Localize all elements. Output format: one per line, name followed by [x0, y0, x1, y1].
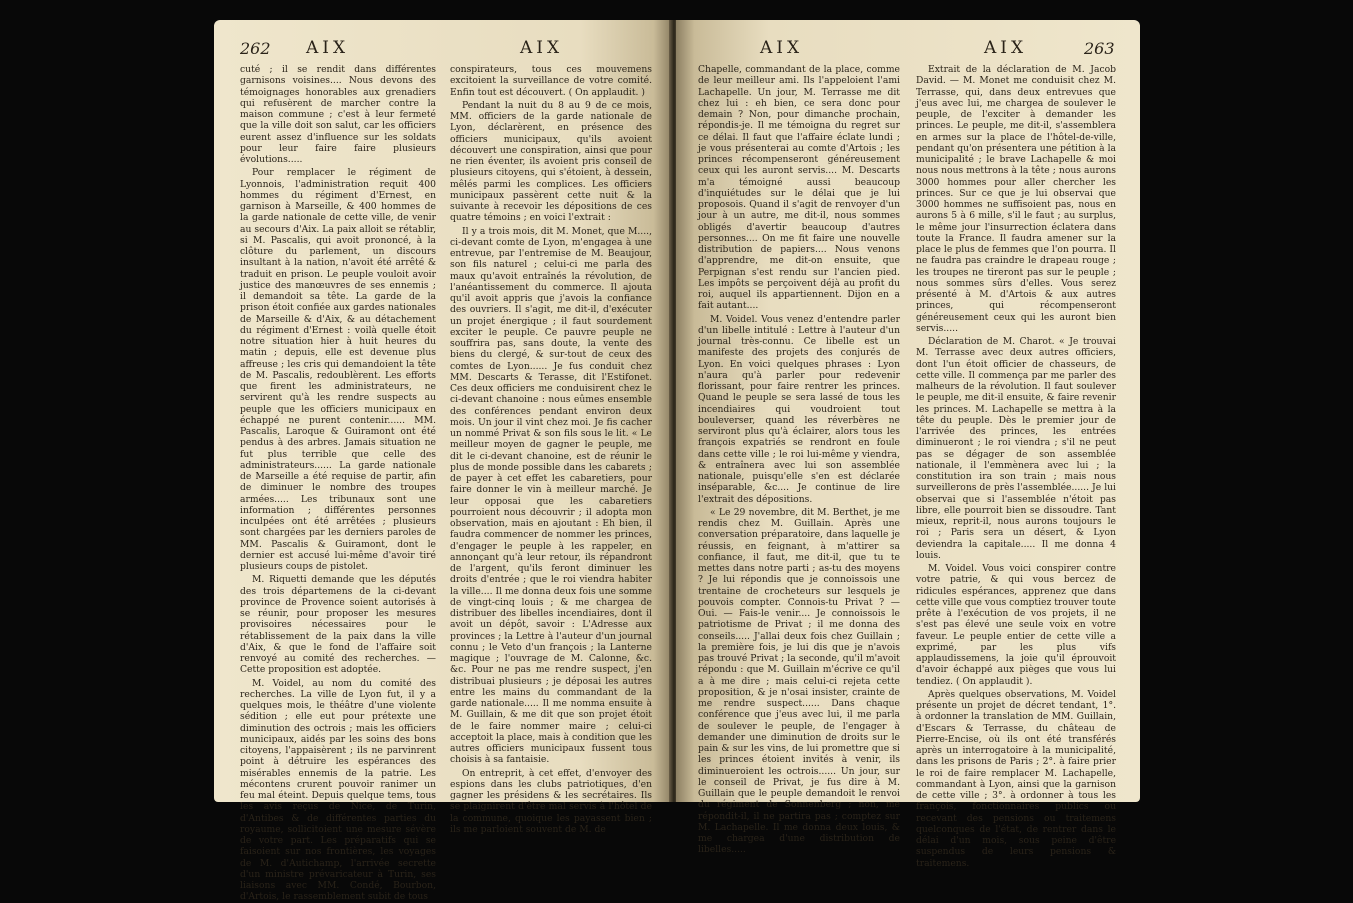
right-head-word-col1: AIX [760, 38, 804, 58]
right-folio: 263 [1084, 39, 1115, 58]
paragraph: M. Voidel. Vous voici conspirer contre votre patrie, & qui vous bercez de ridicules espérances, apprenez que dans cette ville que vous comptiez trouver toute prête à l'exécution de vos projets, il ne s'est pas élevé une seule voix en votre faveur. Le peuple entier de cette ville a exprimé, par les plus vifs applaudissemens, la joie qu'il éprouvoit d'avoir échappé aux pièges que vous lui tendiez. ( On applaudit ). [916, 563, 1116, 687]
paragraph: Après quelques observations, M. Voidel présente un projet de décret tendant, 1°. à ordonner la translation de MM. Guillain, d'Escars & Terrasse, du château de Pierre-Encise, où ils ont été transférés après un interrogatoire à la municipalité, dans les prisons de Paris ; 2°. à faire prier le roi de faire remplacer M. Lachapelle, commandant à Lyon, ainsi que la garnison de cette ville ; 3°. à ordonner à tous les françois, fonctionnaires publics ou recevant des pensions ou traitemens quelconques de l'état, de rentrer dans le délai d'un mois, sous peine d'être suspendus de leurs pensions & traitemens. [916, 688, 1116, 869]
left-head-word: AIX [306, 38, 350, 58]
paragraph: Déclaration de M. Charot. « Je trouvai M. Terrasse avec deux autres officiers, dont l'un étoit officier de chasseurs, de cette ville. Il commença par me parler des malheurs de la révolution. Il faut soulever le peuple, me dit-il ensuite, & faire revenir les princes. M. Lachapelle se mettra à la tête du peuple. Dès le premier jour de l'arrivée des princes, les entrées diminueront ; le roi viendra ; s'il ne peut pas se dégager de son assemblée nationale, il l'emmènera avec lui ; la constitution ira son train ; mais nous surveillerons de près l'assemblée...... Je lui observai que si l'assemblée n'étoit pas libre, elle pourroit bien se dissoudre. Tant mieux, reprit-il, nous aurons toujours le roi ; Paris sera un désert, & Lyon deviendra la capitale..... Il me donna 4 louis. [916, 336, 1116, 561]
paragraph: Il y a trois mois, dit M. Monet, que M...., ci-devant comte de Lyon, m'engagea à une entrevue, par l'entremise de M. Beaujour, son fils naturel ; celui-ci me parla des maux qu'avoit entraînés la révolution, de l'anéantissement du commerce. Il ajouta qu'il avoit appris que j'avois la confiance des ouvriers. Il s'agit, me dit-il, d'exécuter un projet énergique ; il faut sourdement exciter le peuple. Ce pauvre peuple ne souffrira pas, sans doute, la vente des biens du clergé, & sur-tout de ceux des comtes de Lyon...... Je fus conduit chez MM. Descarts & Terasse, dit l'Estifonet. Ces deux officiers me conduisirent chez le ci-devant chanoine : nous eûmes ensemble des conférences pendant environ deux mois. Un jour il vint chez moi. Je fis cacher un nommé Privat & son fils sous le lit. « Le meilleur moyen de gagner le peuple, me dit le ci-devant chanoine, est de réunir le plus de monde possible dans les cabarets ; de payer à cet effet les cabaretiers, pour faire donner le vin à meilleur marché. Je leur opposai que les cabaretiers pourroient nous découvrir ; il adopta mon observation, mais en ajoutant : Eh bien, il faudra commencer de nommer les princes, d'engager le peuple à les rappeler, en annonçant qu'à leur retour, ils répandront de l'argent, qu'ils feront diminuer les droits d'entrée ; que le roi viendra habiter la ville.... Il me donna deux fois une somme de vingt-cinq louis ; & me chargea de distribuer des libelles incendiaires, dont il avoit un dépôt, savoir : L'Adresse aux provinces ; la Lettre à l'auteur d'un journal connu ; le Veto d'un françois ; la Lanterne magique ; l'ouvrage de M. Calonne, &c. &c. Pour ne pas me rendre suspect, j'en distribuai plusieurs ; je déposai les autres entre les mains du commandant de la garde nationale..... Il me nomma ensuite à M. Guillain, & me dit que son projet étoit de le faire nommer maire ; celui-ci acceptoit la place, mais à condition que les autres officiers municipaux fussent tous choisis à sa fantaisie. [450, 225, 652, 766]
left-folio: 262 [240, 39, 271, 58]
right-column-1 [698, 64, 900, 856]
paragraph: « Le 29 novembre, dit M. Berthet, je me rendis chez M. Guillain. Après une conversation préparatoire, dans laquelle je réussis, en feignant, à m'attirer sa confiance, il faut, me dit-il, que tu te mettes dans notre parti ; as-tu des moyens ? Je lui répondis que je connoissois une trentaine de crocheteurs sur lesquels je pouvois compter. Connois-tu Privat ? — Oui. — Fais-le venir.... Je connoissois le patriotisme de Privat ; il me donna des conseils..... J'allai deux fois chez Guillain ; la première fois, je lui dis que je n'avois pas trouvé Privat ; la seconde, qu'il m'avoit répondu : que M. Guillain m'écrive ce qu'il a à me dire ; mais celui-ci rejeta cette proposition, & je n'osai insister, crainte de me rendre suspect...... Dans chaque conférence que j'eus avec lui, il me parla de soulever le peuple, de l'engager à demander une diminution de droits sur le pain & sur les vins, de lui promettre que si les princes étoient invités à venir, ils diminueroient les octrois...... Un jour, sur le conseil de Privat, je fus dire à M. Guillain que le peuple demandoit le renvoi du régiment de Sonnenberg ; non, me répondit-il, il ne partira pas ; comptez sur M. Lachapelle. Il me donna deux louis, & me chargea d'une distribution de libelles..... [698, 506, 900, 856]
right-column-2 [916, 64, 1116, 869]
paragraph: cuté ; il se rendit dans différentes garnisons voisines.... Nous devons des témoignages honorables aux grenadiers qui refusèrent de marcher contre la maison commune ; c'est à leur fermeté que la ville doit son salut, car les officiers eurent assez d'influence sur les soldats pour leur faire faire plusieurs évolutions..... [240, 64, 436, 165]
paragraph: Chapelle, commandant de la place, comme de leur meilleur ami. Ils l'appeloient l'ami Lachapelle. Un jour, M. Terrasse me dit chez lui : eh bien, ce sera donc pour demain ? Non, pour dimanche prochain, répondis-je. Il me témoigna du regret sur ce délai. Il faut que l'affaire éclate lundi ; je vous présenterai au comte d'Artois ; les princes récompenseront généreusement ceux qui les auront servis.... M. Descarts m'a témoigné aussi beaucoup d'inquiétudes sur le délai que je lui proposois. Quand il s'agit de renvoyer d'un jour à un autre, me dit-il, nous sommes obligés d'avertir beaucoup d'autres personnes.... On me fit faire une nouvelle distribution de papiers.... Nous venons d'apprendre, me dit-on ensuite, que Perpignan s'est rendu sur l'ancien pied. Les impôts se perçoivent déjà au profit du roi, auquel ils appartiennent. Dijon en a fait autant.... [698, 64, 900, 312]
right-head-word: AIX [984, 38, 1028, 58]
right-page [676, 20, 1140, 869]
paragraph: Pendant la nuit du 8 au 9 de ce mois, MM. officiers de la garde nationale de Lyon, déclarèrent, en présence des officiers municipaux, qu'ils avoient découvert une conspiration, ainsi que pour ne rien éventer, ils avoient pris conseil de plusieurs citoyens, qui s'étoient, à dessein, mêlés parmi les complices. Les officiers municipaux passèrent cette nuit & la suivante à recevoir les dépositions de ces quatre témoins ; en voici l'extrait : [450, 99, 652, 224]
paragraph: M. Voidel. Vous venez d'entendre parler d'un libelle intitulé : Lettre à l'auteur d'un journal très-connu. Ce libelle est un manifeste des projets des conjurés de Lyon. En voici quelques phrases : Lyon n'aura qu'à parler pour redevenir florissant, pour faire rentrer les princes. Quand le peuple se sera lassé de tous les incendiaires qui voudroient tout bouleverser, quand les réverbères ne serviront plus qu'à éclairer, alors tous les françois expatriés se rendront en foule dans cette ville ; le roi lui-même y viendra, & entraînera avec lui son assemblée nationale, puisqu'elle s'en est déclarée inséparable, &c.... Je continue de lire l'extrait des dépositions. [698, 313, 900, 505]
paragraph: Pour remplacer le régiment de Lyonnois, l'administration requit 400 hommes du régiment d'Ernest, en garnison à Marseille, & 400 hommes de la garde nationale de cette ville, de venir au secours d'Aix. La paix alloit se rétablir, si M. Pascalis, qui avoit prononcé, à la clôture du parlement, un discours insultant à la nation, n'avoit été arrêté & traduit en prison. Le peuple vouloit avoir justice des manœuvres de ses ennemis ; il demandoit sa tête. La garde de la prison étoit confiée aux gardes nationales de Marseille & d'Aix, & au détachement du régiment d'Ernest : voilà quelle étoit notre situation hier à huit heures du matin ; depuis, elle est devenue plus affreuse ; les cris qui demandoient la tête de M. Pascalis, redoublèrent. Les efforts que firent les administrateurs, ne servirent qu'à les rendre suspects au peuple que les officiers municipaux en échappé ne purent contenir...... MM. Pascalis, Laroque & Guiramont ont été pendus à des arbres. Jamais situation ne fut plus terrible que celle des administrateurs...... La garde nationale de Marseille a été requise de partir, afin de diminuer le nombre des troupes armées..... Les tribunaux sont une information ; différentes personnes inculpées ont été arrêtées ; plusieurs sont chargées par les derniers paroles de MM. Pascalis & Guiramont, dont le dernier est accusé lui-même d'avoir tiré plusieurs coups de pistolet. [240, 167, 436, 572]
left-column-2 [450, 64, 652, 835]
open-book [214, 20, 1140, 903]
paragraph: On entreprit, à cet effet, d'envoyer des espions dans les clubs patriotiques, d'en gagner les présidens & les secrétaires. Ils se plaignirent d'être mal servis à l'hôtel de la commune, quoique les payassent bien ; ils me parloient souvent de M. de [450, 767, 652, 835]
left-column-1 [240, 64, 436, 903]
left-running-head [214, 38, 672, 60]
right-running-head [676, 38, 1140, 60]
left-page [214, 20, 672, 903]
paragraph: M. Riquetti demande que les députés des trois départemens de la ci-devant province de Provence soient autorisés à se réunir, pour proposer les mesures provisoires nécessaires pour le rétablissement de la paix dans la ville d'Aix, & que le fond de l'affaire soit renvoyé au comité des recherches. — Cette proposition est adoptée. [240, 574, 436, 676]
paragraph: M. Voidel, au nom du comité des recherches. La ville de Lyon fut, il y a quelques mois, le théâtre d'une violente sédition ; elle eut pour prétexte une diminution des octrois ; mais les officiers municipaux, aidés par les soins des bons citoyens, l'appaisèrent ; ils ne parvinrent point à détruire les espérances des misérables ennemis de la patrie. Les mécontens crurent pouvoir ranimer un feu mal éteint. Depuis quelque tems, tous les avis reçus de Nice, de Turin, d'Antibes & de différentes parties du royaume, sollicitoient une mesure sévère de votre part. Les préparatifs qui se faisoient sur nos frontières, les voyages de M. d'Autichamp, l'arrivée secrette d'un ministre prévaricateur à Turin, ses liaisons avec MM. Condé, Bourbon, d'Artois, le rassemblement subit de tous [240, 677, 436, 903]
left-head-word-col2: AIX [520, 38, 564, 58]
paragraph: Extrait de la déclaration de M. Jacob David. — M. Monet me conduisit chez M. Terrasse, qui, dans deux entrevues que j'eus avec lui, me chargea de soulever le peuple, de l'exciter à demander les princes. Le peuple, me dit-il, s'assemblera en armes sur la place de l'hôtel-de-ville, pendant qu'on présentera une pétition à la municipalité ; le brave Lachapelle & moi nous nous mettrons à la tête ; nous aurons 3000 hommes pour aller chercher les princes. Sur ce que je lui observai que 3000 hommes ne suffisoient pas, nous en aurons 5 à 6 mille, s'il le faut ; au surplus, le même jour l'insurrection éclatera dans toute la France. Il faudra amener sur la place le plus de femmes que l'on pourra. Il ne faudra pas craindre le drapeau rouge ; les troupes ne tireront pas sur le peuple ; nous sommes sûrs d'elles. Vous serez présenté à M. d'Artois & aux autres princes, qui récompenseront généreusement ceux qui les auront bien servis..... [916, 64, 1116, 334]
paragraph: conspirateurs, tous ces mouvemens excitoient la surveillance de votre comité. Enfin tout est découvert. ( On applaudit. ) [450, 64, 652, 98]
